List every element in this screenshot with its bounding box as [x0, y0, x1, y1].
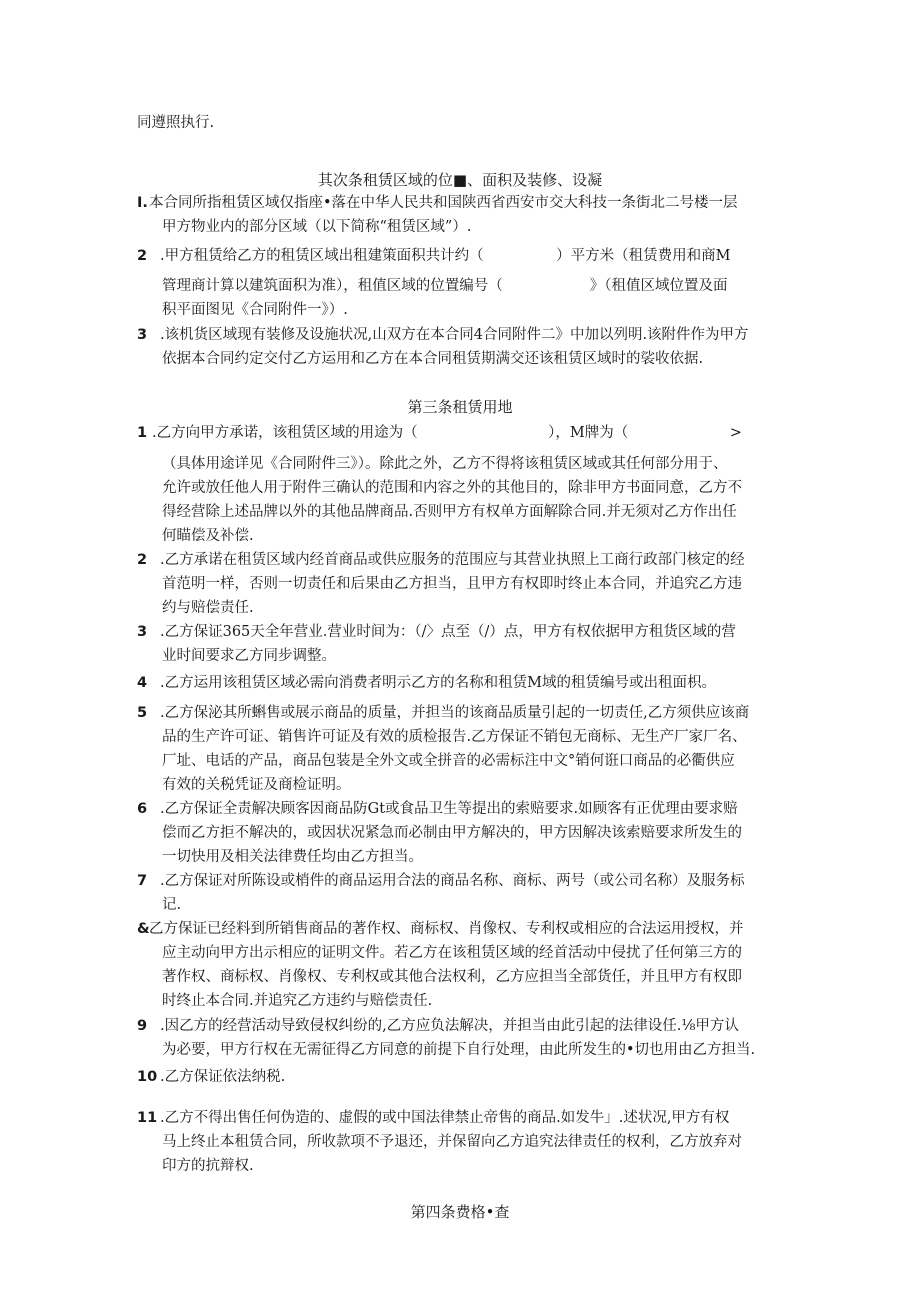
- item-text-line: 著作权、商标权、肖像权、专利权或其他合法权利，乙方应担当全部货任，并且甲方有权即: [162, 969, 742, 985]
- item-text-line: .乙方运用该租赁区域必需向消费者明示乙方的名称和租赁M域的租赁编号或出租面枳。: [160, 675, 716, 691]
- item-number: &: [137, 921, 150, 937]
- item-number: 7: [137, 873, 148, 889]
- item-text-line: 记.: [162, 897, 182, 913]
- item-text-line: .乙方保证全责解决顾客因商品防Gt或食品卫生等提出的索赔要求.如顾客有正优理由要求赔: [160, 801, 738, 817]
- item-text-line: 何瞄偿及补偿.: [162, 528, 254, 544]
- item-number: 3: [137, 624, 148, 640]
- item-number: I.: [137, 195, 148, 211]
- item-text-line: 约与赔偿责任.: [162, 600, 254, 616]
- item-text-line: .乙方保证对所陈设或梢件的商品运用合法的商品名称、商标、两号（或公司名称）及服务标: [160, 873, 745, 889]
- item-text-line: 时终止本合同.并追究乙方违约与赔偿责任.: [162, 993, 433, 1009]
- section-2-heading: 其次条租赁区域的位■、面积及装修、设凝: [317, 171, 603, 189]
- item-text-line: 乙方保证已经料到所销售商品的著作权、商标权、肖像权、专利权或相应的合法运用授权，并: [149, 921, 744, 937]
- item-text-line: 允许或放任他人用于附件三确认的范围和内容之外的其他目的，除非甲方书面同意，乙方不: [162, 480, 742, 496]
- item-number: 2: [137, 248, 148, 264]
- item-text-line: .甲方租赁给乙方的租赁区域出租建策面积共计约（ ）平方米（租赁费用和商M: [160, 248, 731, 264]
- item-text-line: 积平面图见《合同附件一》）.: [162, 302, 348, 318]
- item-text-line: （具体用途详见《合同附件三》）。除此之外，乙方不得将该租赁区域或其任何部分用于、: [162, 456, 728, 472]
- item-text-line: 为必要，甲方行权在无需征得乙方同意的前提下自行处理，由此所发生的•切也用由乙方担当.: [162, 1042, 756, 1058]
- item-text-line: .乙方承诺在租赁区域内经首商品或供应服务的范围应与其营业执照上工商行政部门核定的经: [160, 552, 745, 568]
- item-text-line: 管理商计算以建筑面积为准），租值区域的位置编号（ 》（租值区域位置及面: [162, 278, 728, 294]
- item-text-line: 厂址、电话的产品，商品包装是全外文或全拼音的必需标注中文°销何诳口商品的必衢供应: [162, 753, 735, 769]
- section-3-heading: 第三条租赁用地: [407, 398, 513, 416]
- item-number: 10: [137, 1069, 158, 1085]
- item-number: 3: [137, 327, 148, 343]
- item-text-line: 甲方物业内的部分区域（以下简称“租赁区域”）.: [162, 219, 472, 235]
- item-text-line: 一切快用及相关法律费任均由乙方担当。: [162, 849, 423, 865]
- item-text-line: 有效的关税凭证及商检证明。: [162, 777, 351, 793]
- item-text-line: 首范明一样，否则一切责任和后果由乙方担当，且甲方有权即时终止本合同，并追究乙方违: [162, 576, 742, 592]
- item-number: 5: [137, 705, 148, 721]
- item-number: 2: [137, 552, 148, 568]
- item-text-line: 印方的抗辩权.: [162, 1158, 254, 1174]
- item-text-line: 本合同所指租赁区域仅指座•落在中华人民共和国陕西省西安市交大科技一条街北二号楼一层: [149, 195, 738, 211]
- item-text-line: .乙方保证依法纳税.: [160, 1069, 286, 1085]
- item-text-line: 偿而乙方拒不解决的，或因状况紧急而必制由甲方解决的，甲方因解决该索赔要求所发生的: [162, 825, 742, 841]
- top-line: 同遵照执行.: [137, 115, 215, 131]
- item-text-line: 应主动向甲方出示相应的证明文件。若乙方在该租赁区域的经首活动中侵扰了任何第三方的: [162, 945, 742, 961]
- item-text-line: .乙方保泌其所蝌售或展示商品的质量，并担当的该商品质量引起的一切责任,乙方须供应该商: [160, 705, 750, 721]
- item-text-line: .乙方向甲方承诺，该租赁区域的用途为（ ），M牌为（ >: [152, 425, 742, 441]
- item-number: 4: [137, 675, 148, 691]
- item-text-line: 品的生产许可证、销售许可证及有效的质检报告.乙方保证不销包无商标、无生产厂家厂名、: [162, 729, 747, 745]
- section-4-heading: 第四条费格•查: [410, 1203, 510, 1221]
- item-text-line: 得经营除上述品牌以外的其他品牌商品.否则甲方有权单方面解除合同.并无须对乙方作出任: [162, 504, 737, 520]
- item-text-line: .乙方保证365天全年营业.营业时间为：（/〉点至（/）点，甲方有权依据甲方租货区域的营: [160, 624, 736, 640]
- item-text-line: .乙方不得出售任何伪造的、虚假的或中国法律禁止帝售的商品.如发牛」.述状况,甲方有权: [160, 1110, 730, 1126]
- item-number: 11: [137, 1110, 158, 1126]
- item-text-line: 马上终止本租赁合同，所收款项不予退还，并保留向乙方追究法律责任的权利，乙方放弃对: [162, 1134, 742, 1150]
- item-text-line: 业时间要求乙方同步调整。: [162, 648, 336, 664]
- item-number: 9: [137, 1018, 148, 1034]
- item-number: 1: [137, 425, 148, 441]
- item-number: 6: [137, 801, 148, 817]
- item-text-line: .该机货区域现有装修及设施状况,山双方在本合同4合同附件二》中加以列明.该附件作为甲方: [160, 327, 749, 343]
- item-text-line: .因乙方的经营活动导致侵权纠纷的,乙方应负法解决，并担当由此引起的法律设任.⅛甲方认: [160, 1018, 739, 1034]
- item-text-line: 依据本合同约定交付乙方运用和乙方在本合同租赁期满交还该租赁区域时的裟收依据.: [162, 351, 704, 367]
